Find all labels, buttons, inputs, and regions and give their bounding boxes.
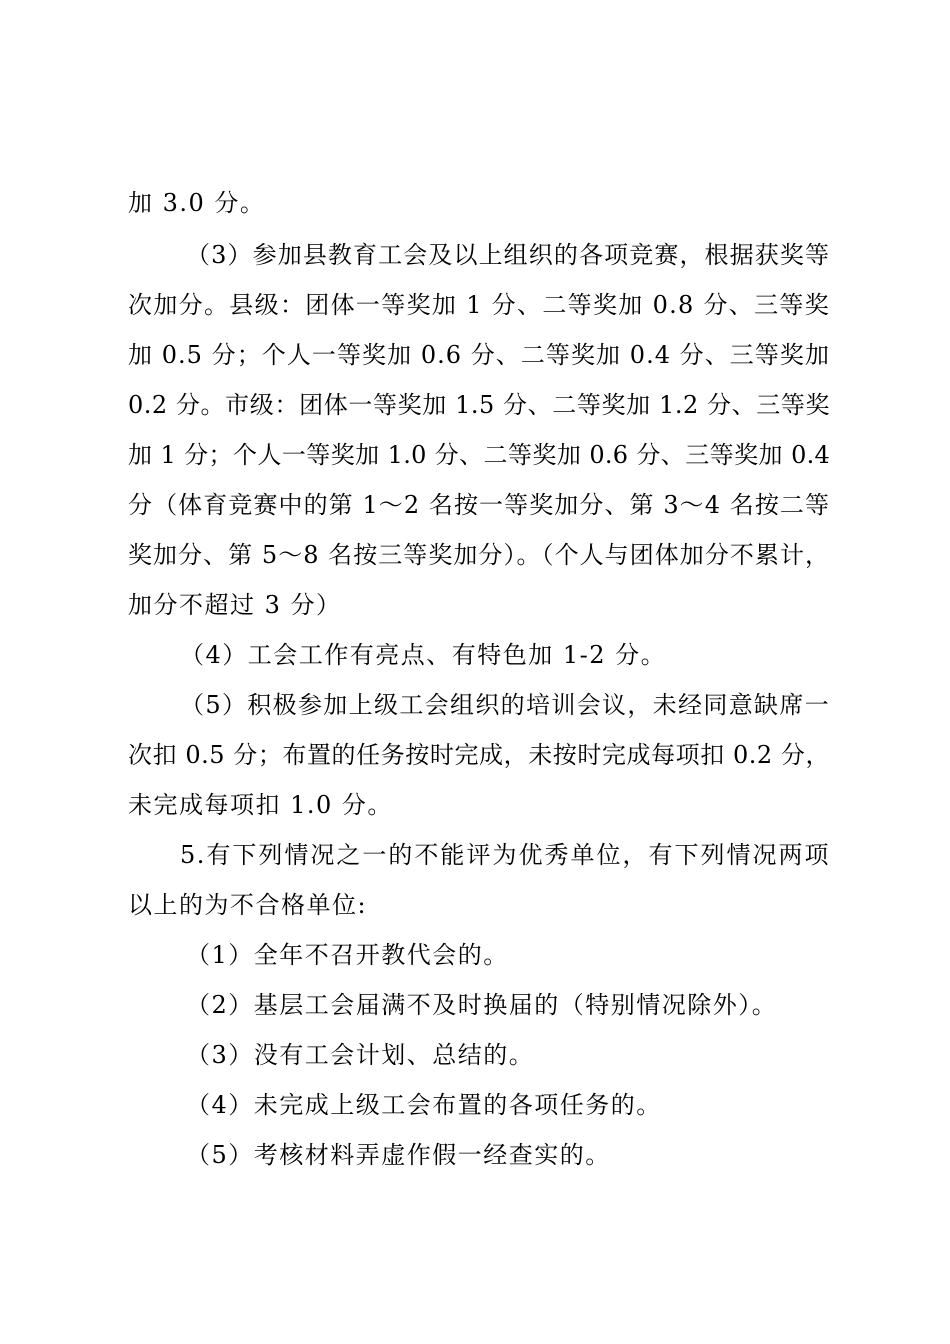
text-line: （5）积极参加上级工会组织的培训会议，未经同意缺席一 [180,691,830,719]
text-line: （1）全年不召开教代会的。 [186,941,509,969]
text-line: 加 3.0 分。 [128,189,266,217]
text-line: （4）未完成上级工会布置的各项任务的。 [186,1091,662,1119]
text-line: （5）考核材料弄虚作假一经查实的。 [186,1141,611,1169]
text-line: 奖加分、第 5～8 名按三等奖加分）。（个人与团体加分不累计， [128,541,830,569]
text-line: 0.2 分。市级：团体一等奖加 1.5 分、二等奖加 1.2 分、三等奖 [128,391,830,419]
text-line: （3）没有工会计划、总结的。 [186,1041,535,1069]
text-line: 以上的为不合格单位: [128,891,368,919]
text-line: 未完成每项扣 1.0 分。 [128,791,393,819]
text-line: 5.有下列情况之一的不能评为优秀单位，有下列情况两项 [180,841,830,869]
text-line: （4）工会工作有亮点、有特色加 1-2 分。 [180,641,667,669]
text-line: 次扣 0.5 分；布置的任务按时完成，未按时完成每项扣 0.2 分， [128,741,830,769]
text-line: 加分不超过 3 分） [128,591,342,619]
text-line: 分（体育竞赛中的第 1～2 名按一等奖加分、第 3～4 名按二等 [128,491,830,519]
text-line: 次加分。县级：团体一等奖加 1 分、二等奖加 0.8 分、三等奖 [128,291,830,319]
text-line: 加 0.5 分；个人一等奖加 0.6 分、二等奖加 0.4 分、三等奖加 [128,341,830,369]
text-line: 加 1 分；个人一等奖加 1.0 分、二等奖加 0.6 分、三等奖加 0.4 [128,441,830,469]
text-line: （2）基层工会届满不及时换届的（特别情况除外）。 [186,991,778,1019]
text-line: （3）参加县教育工会及以上组织的各项竞赛，根据获奖等 [186,241,830,269]
